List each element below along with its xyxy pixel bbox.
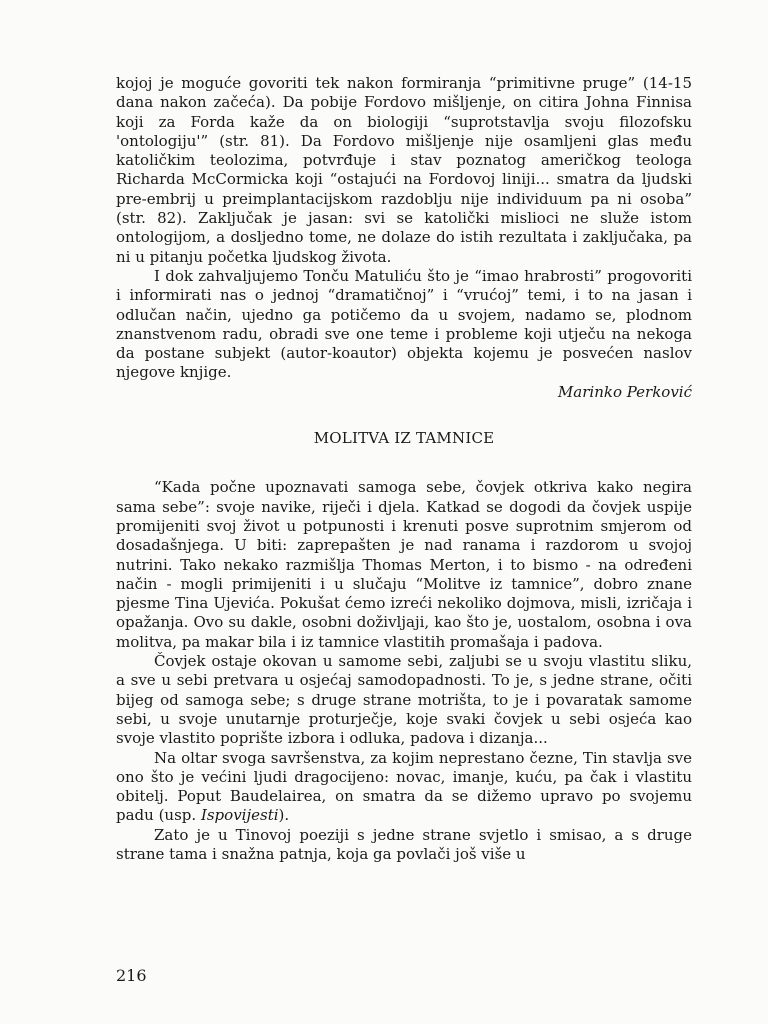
- author-signature: Marinko Perković: [557, 382, 692, 401]
- book-title-ispovijesti: Ispovijesti: [200, 806, 279, 825]
- paragraph-last: Zato je u Tinovoj poeziji s jedne strane svjetlo i smisao, a s druge strane tama i snažna patnja, koja ga povlači još više u: [116, 825, 692, 863]
- paragraph-continuation: kojoj je moguće govoriti tek nakon formiranja “primitivne pruge” (14-15 dana nakon začeća). Da pobije Fordovo mišljenje, on citira Johna Finnisa koji za Forda kaže da on biologiji “suprotstavlja svoju filozofsku 'ontologiju'” (str. 81). Da Fordovo mišljenje nije osamljeni glas među katoličkim teolozima, potvrđuje i stav poznatog američkog teologa Richarda McCormicka koji “ostajući na Fordovoj liniji... smatra da ljudski pre-embrij u preimplantacijskom razdoblju nije individuum pa ni osoba” (str. 82). Zaključak je jasan: svi se katolički mislioci ne služe istom ontologijom, a dosljedno tome, ne dolaze do istih rezultata i zaključaka, pa ni u pitanju početka ljudskog života.: [116, 74, 692, 266]
- paragraph-third-end: ).: [278, 806, 290, 825]
- paragraph-third-text: Na oltar svoga savršenstva, za kojim neprestano čezne, Tin stavlja sve ono što je većini ljudi dragocijeno: novac, imanje, kuću, pa čak i vlastitu obitelj. Poput Baudelairea, on smatra da se dižemo upravo po svojemu padu (usp.: [116, 748, 692, 825]
- paragraph-second: Čovjek ostaje okovan u samome sebi, zaljubi se u svoju vlastitu sliku, a sve u sebi pretvara u osjećaj samodopadnosti. To je, s jedne strane, očiti bijeg od samoga sebe; s druge strane motrišta, to je i povaratak samome sebi, u svoje unutarnje proturječje, koje svaki čovjek u sebi osjeća kao svoje vlastito poprište izbora i odluka, padova i dizanja...: [116, 652, 692, 748]
- paragraph-acknowledgement: I dok zahvaljujemo Tonču Matuliću što je “imao hrabrosti” progovoriti i informirati nas o jednoj “dramatičnoj” i “vrućoj” temi, i to na jasan i odlučan način, ujedno ga potičemo da u svojem, nadamo se, plodnom znanstvenom radu, obradi sve one teme i probleme koji utječu na nekoga da postane subjekt (autor-koautor) objekta kojemu je posvećen naslov njegove knjige.: [116, 266, 692, 382]
- paragraph-third: [116, 749, 692, 826]
- body-text: [116, 74, 692, 864]
- paragraph-intro: “Kada počne upoznavati samoga sebe, čovjek otkriva kako negira sama sebe”: svoje navike, riječi i djela. Katkad se dogodi da čovjek uspije promijeniti svoj život u potpunosti i krenuti posve suprotnim smjerom od dosadašnjega. U biti: zaprepašten je nad ranama i razdorom u svojoj nutrini. Tako nekako razmišlja Thomas Merton, i to bismo - na određeni način - mogli primijeniti i u slučaju “Molitve iz tamnice”, dobro znane pjesme Tina Ujevića. Pokušat ćemo izreći nekoliko dojmova, misli, izričaja i opažanja. Ovo su dakle, osobni doživljaji, kao što je, uostalom, osobna i ova molitva, pa makar bila i iz tamnice vlastitih promašaja i padova.: [116, 478, 692, 651]
- page-number: 216: [116, 966, 147, 985]
- section-title: MOLITVA IZ TAMNICE: [313, 429, 495, 448]
